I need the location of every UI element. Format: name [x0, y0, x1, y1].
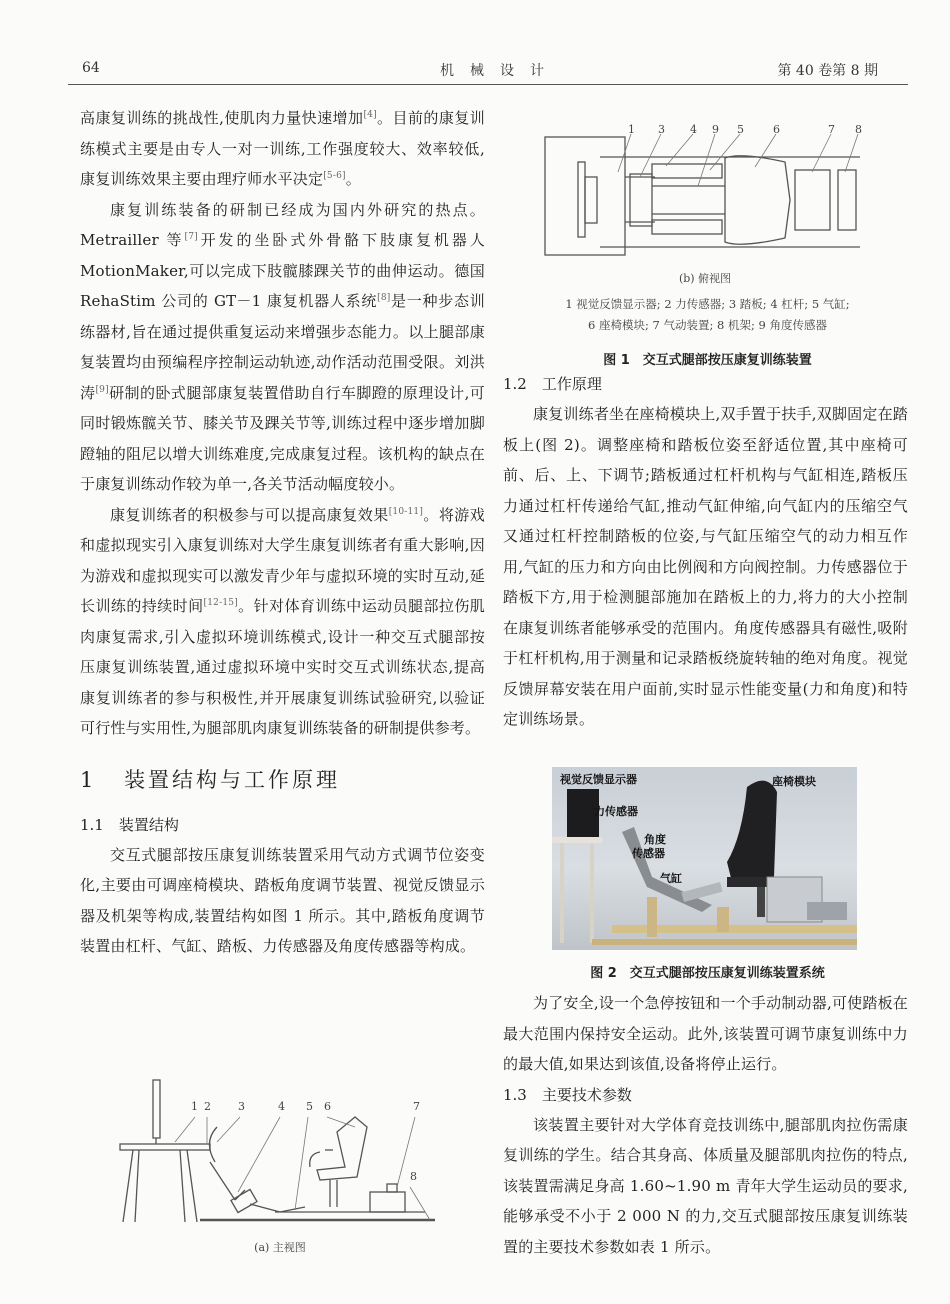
figure-2-caption: 图 2 交互式腿部按压康复训练装置系统	[590, 966, 825, 981]
citation-ref: [5-6]	[323, 171, 346, 181]
fig-b-label: 4	[690, 123, 697, 136]
journal-title: 机 械 设 计	[440, 63, 545, 79]
fig-b-label: 6	[773, 123, 780, 136]
figure-2-photo	[552, 767, 857, 950]
label-visual-display: 视觉反馈显示器	[560, 773, 637, 786]
photo-illustration	[552, 767, 857, 950]
citation-ref: [4]	[363, 110, 377, 120]
fig-a-label: 2	[204, 1100, 211, 1113]
label-angle: 角度	[644, 833, 666, 846]
fig-a-label: 6	[324, 1100, 331, 1113]
section-title: 装置结构与工作原理	[124, 767, 341, 792]
label-force-sensor: 力传感器	[594, 805, 638, 818]
fig-a-label: 1	[191, 1100, 198, 1113]
figure-1-caption: 图 1 交互式腿部按压康复训练装置	[603, 353, 812, 368]
figure-1b-top-view	[540, 122, 875, 267]
fig-b-label: 1	[628, 123, 635, 136]
citation-ref: [8]	[377, 293, 391, 303]
seat-shape	[725, 156, 790, 245]
citation-ref: [9]	[95, 384, 109, 395]
right-column-lower	[503, 988, 908, 1262]
fig-b-label: 5	[737, 123, 744, 136]
fig-b-label: 8	[855, 123, 862, 136]
citation-ref: [7]	[184, 232, 198, 242]
page-number: 64	[82, 60, 100, 76]
issue-info: 第 40 卷第 8 期	[777, 63, 878, 79]
right-column-upper	[503, 369, 908, 735]
paragraph: 交互式腿部按压康复训练装置采用气动方式调节位姿变化,主要由可调座椅模块、踏板角度调节装置、视觉反馈显示器及机架等构成,装置结构如图 1 所示。其中,踏板角度调节装置由杠杆、气缸、踏板、力传感器及角度传感器等构成。	[80, 845, 485, 955]
figure-1b-caption: (b) 俯视图	[678, 272, 732, 285]
monitor-shape	[153, 1080, 160, 1138]
paragraph: 高康复训练的挑战性,使肌肉力量快速增加[4]。目前的康复训练模式主要是由专人一对一训练,工作强度较大、效率较低,康复训练效果主要由理疗师水平决定[5-6]。	[80, 109, 485, 188]
label-sensor: 传感器	[632, 847, 665, 860]
figure-1-legend	[510, 294, 905, 336]
section-heading	[80, 764, 485, 794]
fig-a-label: 5	[306, 1100, 313, 1113]
left-column	[80, 103, 485, 962]
section-number: 1	[80, 767, 97, 792]
fig-a-label: 7	[413, 1100, 420, 1113]
label-cylinder: 气缸	[660, 872, 682, 885]
legend-line: 1 视觉反馈显示器; 2 力传感器; 3 踏板; 4 杠杆; 5 气缸;	[565, 297, 850, 311]
subsection-heading: 1.1 装置结构	[80, 815, 179, 834]
subsection-heading: 1.3 主要技术参数	[503, 1085, 632, 1104]
label-seat-module: 座椅模块	[772, 775, 816, 788]
fig-b-label: 7	[828, 123, 835, 136]
paragraph: 康复训练装备的研制已经成为国内外研究的热点。Metrailler 等[7]开发的坐卧式外骨骼下肢康复机器人 MotionMaker,可以完成下肢髋膝踝关节的曲伸运动。德国 RehaStim 公司的 GT－1 康复机器人系统[8]是一种步态训练器材,旨在通过提供重复运动来增强步态能力。以上腿部康复装置均由预编程序控制运动轨迹,动作活动范围受限。刘洪涛[9]研制的卧式腿部康复装置借助自行车脚蹬的原理设计,可同时锻炼髋关节、膝关节及踝关节等,训练过程中逐步增加脚蹬轴的阻尼以增大训练难度,完成康复过程。该机构的缺点在于康复训练动作较为单一,各关节活动幅度较小。	[80, 200, 486, 493]
fig-b-label: 3	[658, 123, 665, 136]
fig-a-label: 4	[278, 1100, 285, 1113]
fig-a-label: 8	[410, 1170, 417, 1183]
citation-ref: [12-15]	[203, 598, 238, 608]
fig-a-label: 3	[238, 1100, 245, 1113]
header-rule	[68, 84, 908, 85]
paragraph: 该装置主要针对大学体育竞技训练中,腿部肌肉拉伤需康复训练的学生。结合其身高、体质量及腿部肌肉拉伤的特点,该装置需满足身高 1.60~1.90 m 青年大学生运动员的要求,能够承受不小于 2 000 N 的力,交互式腿部按压康复训练装置的主要技术参数如表 1 所示。	[503, 1115, 908, 1256]
citation-ref: [10-11]	[388, 506, 424, 517]
fig-b-label: 9	[712, 123, 719, 136]
subsection-heading: 1.2 工作原理	[503, 375, 602, 393]
paragraph: 为了安全,设一个急停按钮和一个手动制动器,可使踏板在最大范围内保持安全运动。此外,该装置可调节康复训练中力的最大值,如果达到该值,设备将停止运行。	[503, 994, 908, 1073]
figure-1a-caption: (a) 主视图	[254, 1241, 306, 1254]
figure-1a-front-view	[105, 1072, 450, 1237]
paragraph: 康复训练者坐在座椅模块上,双手置于扶手,双脚固定在踏板上(图 2)。调整座椅和踏板位姿至舒适位置,其中座椅可前、后、上、下调节;踏板通过杠杆机构与气缸相连,踏板压力通过杠杆传递给气缸,推动气缸伸缩,向气缸内的压缩空气又通过杠杆控制踏板的位姿,与气缸压缩空气的动力相互作用,气缸的压力和方向由比例阀和方向阀控制。力传感器位于踏板下方,用于检测腿部施加在踏板上的力,将力的大小控制在康复训练者能够承受的范围内。角度传感器具有磁性,吸附于杠杆机构,用于测量和记录踏板绕旋转轴的绝对角度。视觉反馈屏幕安装在用户面前,实时显示性能变量(力和角度)和特定训练场景。	[503, 405, 908, 728]
legend-line: 6 座椅模块; 7 气动装置; 8 机架; 9 角度传感器	[588, 318, 827, 332]
paragraph: 康复训练者的积极参与可以提高康复效果[10-11]。将游戏和虚拟现实引入康复训练对大学生康复训练者有重大影响,因为游戏和虚拟现实可以激发青少年与虚拟环境的实时互动,延长训练的持续时间[12-15]。针对体育训练中运动员腿部拉伤肌肉康复需求,引入虚拟环境训练模式,设计一种交互式腿部按压康复训练装置,通过虚拟环境中实时交互式训练状态,提高康复训练者的参与积极性,并开展康复训练试验研究,以验证可行性与实用性,为腿部肌肉康复训练装备的研制提供参考。	[80, 505, 485, 737]
